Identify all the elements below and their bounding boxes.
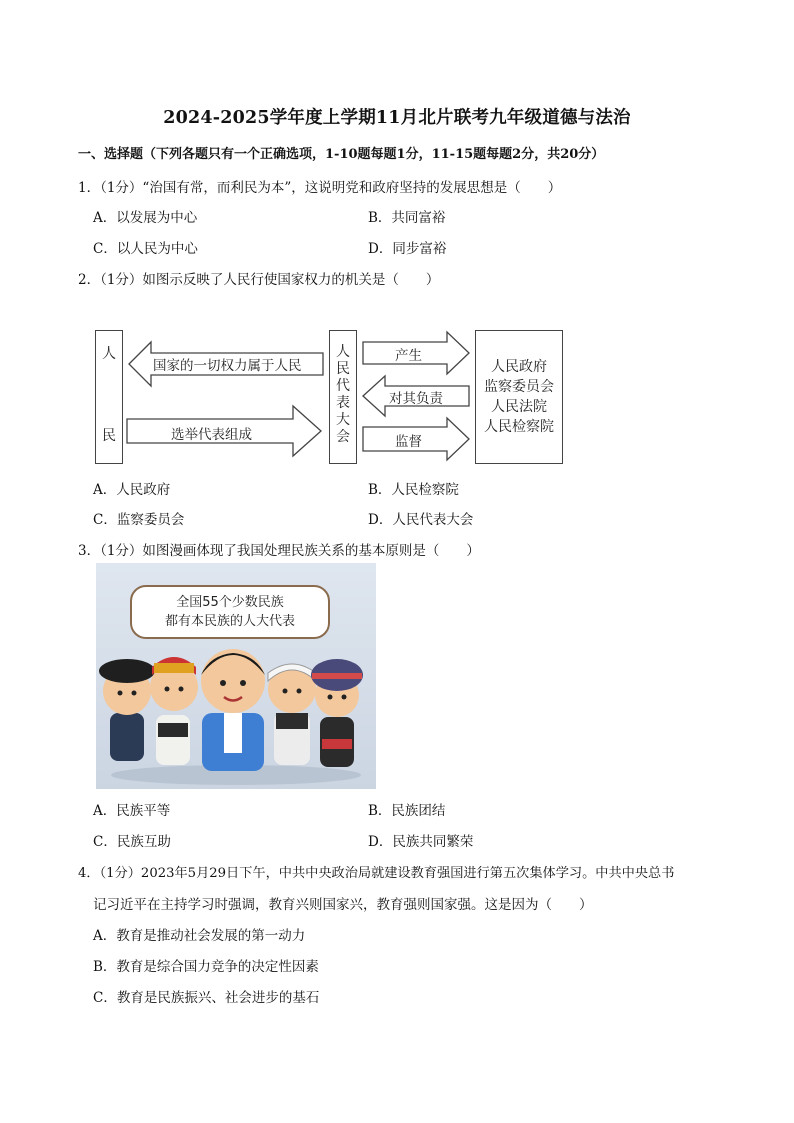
question-3-stem: 3．（1分）如图漫画体现了我国处理民族关系的基本原则是（ ）: [78, 543, 480, 559]
question-2-stem: 2．（1分）如图示反映了人民行使国家权力的机关是（ ）: [78, 272, 440, 288]
question-4-stem-line-1: 4．（1分）2023年5月29日下午，中共中央政治局就建设教育强国进行第五次集体学习。中共中央总书: [78, 866, 675, 881]
q1-option-b[interactable]: B．共同富裕: [368, 210, 446, 226]
arrow-produce-label: 产生: [395, 348, 422, 364]
q4-option-a[interactable]: A．教育是推动社会发展的第一动力: [93, 928, 306, 944]
figure-3: [201, 649, 265, 771]
arrow-power-belongs-label: 国家的一切权力属于人民: [153, 358, 302, 374]
arrow-supervise-label: 监督: [395, 434, 422, 450]
ethnic-groups-cartoon: [96, 563, 376, 789]
speech-bubble: 全国55个少数民族 都有本民族的人大代表: [130, 585, 330, 639]
figure-1: [99, 659, 155, 761]
q3-option-a[interactable]: A．民族平等: [93, 803, 171, 819]
congress-label: 人 民 代 表 大 会: [336, 344, 350, 445]
question-4-stem-line-2: 记习近平在主持学习时强调，教育兴则国家兴，教育强则国家强。这是因为（ ）: [93, 897, 593, 913]
arrow-responsible-label: 对其负责: [389, 391, 443, 407]
figure-2: [150, 657, 198, 765]
q2-option-a[interactable]: A．人民政府: [93, 482, 171, 498]
q3-option-c[interactable]: C．民族互助: [93, 834, 171, 850]
q3-option-d[interactable]: D．民族共同繁荣: [368, 834, 474, 850]
q4-option-b[interactable]: B．教育是综合国力竞争的决定性因素: [93, 959, 319, 975]
figure-4: [268, 664, 316, 765]
q2-option-c[interactable]: C．监察委员会: [93, 512, 185, 528]
arrow-elect-label: 选举代表组成: [171, 427, 252, 443]
q2-option-b[interactable]: B．人民检察院: [368, 482, 459, 498]
q3-option-b[interactable]: B．民族团结: [368, 803, 446, 819]
section-heading: 一、选择题（下列各题只有一个正确选项，1-10题每题1分，11-15题每题2分，共20分）: [78, 147, 605, 162]
question-1-stem: 1．（1分）“治国有常，而利民为本”，这说明党和政府坚持的发展思想是（ ）: [78, 180, 562, 196]
q1-option-d[interactable]: D．同步富裕: [368, 241, 447, 257]
figure-5: [311, 659, 363, 767]
page-title: 2024-2025学年度上学期11月北片联考九年级道德与法治: [163, 108, 631, 128]
q2-option-d[interactable]: D．人民代表大会: [368, 512, 474, 528]
q4-option-c[interactable]: C．教育是民族振兴、社会进步的基石: [93, 990, 320, 1006]
power-organs-diagram: [95, 330, 565, 464]
q1-option-a[interactable]: A．以发展为中心: [93, 210, 198, 226]
people-label-bottom: 民: [102, 428, 116, 444]
people-label-top: 人: [102, 346, 116, 362]
state-organs-list: 人民政府 监察委员会 人民法院 人民检察院: [484, 359, 554, 435]
q1-option-c[interactable]: C．以人民为中心: [93, 241, 198, 257]
cartoon-figures: [96, 563, 376, 789]
